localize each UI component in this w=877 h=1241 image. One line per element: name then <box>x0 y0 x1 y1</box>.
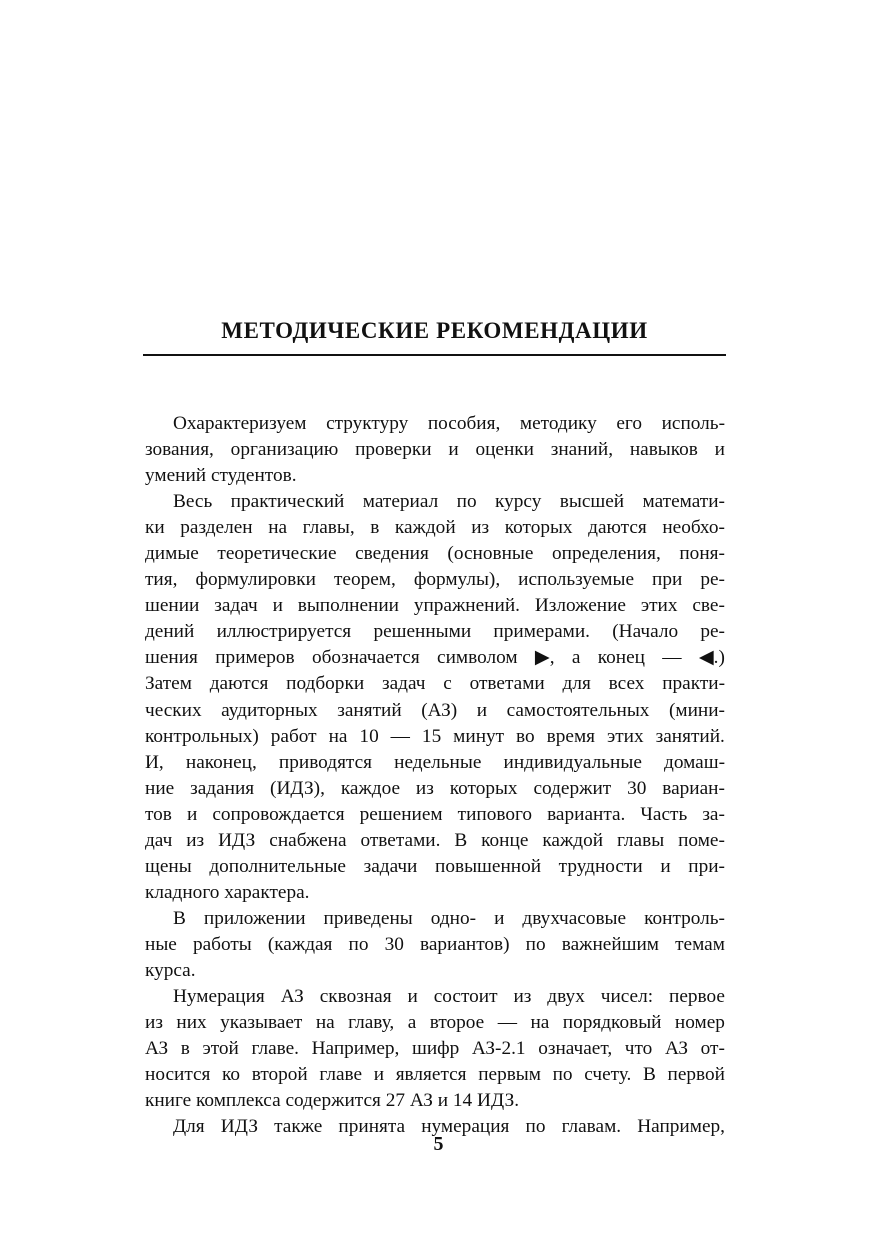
word: подборки <box>286 673 365 695</box>
word: (АЗ) <box>421 699 458 721</box>
word: задачи <box>363 855 418 877</box>
text-line <box>145 619 725 645</box>
word: Например, <box>637 1116 725 1138</box>
word: щены <box>145 855 192 877</box>
text-line <box>145 724 725 750</box>
word: варианта. <box>547 803 626 825</box>
word: из <box>471 517 490 539</box>
word: первым <box>478 1064 541 1086</box>
word: (Начало <box>612 621 679 643</box>
word: (основные <box>447 543 534 565</box>
text-line <box>145 489 725 515</box>
word: работы <box>192 933 252 955</box>
word: и <box>186 803 198 825</box>
word: и <box>437 1090 449 1112</box>
word: второй <box>251 1064 308 1086</box>
word: 27 <box>385 1090 405 1112</box>
word: состоит <box>433 986 498 1008</box>
word: 15 <box>421 725 442 747</box>
word: Изложение <box>534 595 626 617</box>
word: первой <box>667 1064 725 1086</box>
word: на <box>315 1012 335 1034</box>
word: АЗ-2.1 <box>471 1038 526 1060</box>
word: дополнительные <box>209 855 346 877</box>
word: символом <box>437 647 518 669</box>
word: для <box>562 673 591 695</box>
word: теорем, <box>333 569 396 591</box>
word: решением <box>359 803 443 825</box>
word: на <box>530 1012 550 1034</box>
text-line <box>145 671 725 697</box>
word: И, <box>145 751 164 773</box>
word: в <box>370 517 380 539</box>
word: 10 <box>359 725 379 747</box>
word: проверки <box>355 439 432 461</box>
word: первое <box>669 986 725 1008</box>
word: наконец, <box>185 751 257 773</box>
word: студентов. <box>210 465 297 487</box>
word: занятий. <box>655 725 725 747</box>
word: Весь <box>173 491 213 513</box>
word: оценки <box>475 439 534 461</box>
word: сведения <box>355 543 429 565</box>
word: двух <box>547 986 585 1008</box>
word: снабжена <box>269 829 347 851</box>
word: двухчасовые <box>522 907 627 929</box>
word: поме- <box>678 829 725 851</box>
word: домаш- <box>664 751 725 773</box>
word: примеров <box>215 647 295 669</box>
text-line <box>145 984 725 1010</box>
word: главам. <box>561 1116 622 1138</box>
word: организацию <box>230 439 339 461</box>
word: во <box>516 725 535 747</box>
text-line <box>145 437 725 463</box>
word: используемые <box>518 569 635 591</box>
word: Например, <box>311 1038 400 1060</box>
word: по <box>552 1064 573 1086</box>
text-line <box>145 1010 725 1036</box>
word: по <box>456 491 477 513</box>
word: ◀.) <box>698 647 725 669</box>
word: ки <box>145 517 165 539</box>
word: определения, <box>552 543 661 565</box>
text-line <box>145 802 725 828</box>
word: шения <box>145 647 198 669</box>
word: даются <box>588 517 647 539</box>
word: минут <box>453 725 505 747</box>
word: контрольных) <box>145 725 259 747</box>
word: иллюстрируется <box>216 621 352 643</box>
word: шифр <box>411 1038 460 1060</box>
word: В <box>643 1064 656 1086</box>
word: шении <box>145 595 200 617</box>
word: индивидуальные <box>503 751 642 773</box>
word: типового <box>457 803 533 825</box>
word: ние <box>145 777 175 799</box>
word: практический <box>230 491 345 513</box>
word: каждой <box>542 829 604 851</box>
word: важнейшим <box>561 933 660 955</box>
word: главы <box>617 829 665 851</box>
word: материал <box>362 491 439 513</box>
word: носится <box>145 1064 211 1086</box>
word: время <box>546 725 596 747</box>
word: содержится <box>285 1090 381 1112</box>
word: обозначается <box>311 647 420 669</box>
word: умений <box>145 465 207 487</box>
word: означает, <box>538 1038 613 1060</box>
word: второе <box>429 1012 485 1034</box>
word: структуру <box>326 413 409 434</box>
word: трудности <box>558 855 643 877</box>
text-line <box>145 645 725 671</box>
word: ре- <box>700 569 725 591</box>
word: этой <box>202 1038 239 1060</box>
text-line <box>145 932 725 958</box>
word: решенными <box>373 621 472 643</box>
text-line <box>145 958 725 984</box>
word: сопровождается <box>212 803 345 825</box>
word: Часть <box>640 803 688 825</box>
word: В <box>454 829 468 851</box>
word: приведены <box>323 907 413 929</box>
word: нумерация <box>421 1116 510 1138</box>
word: а <box>571 647 581 669</box>
text-line <box>145 1036 725 1062</box>
word: главы, <box>302 517 355 539</box>
word: кладного <box>145 881 220 903</box>
word: из <box>415 777 434 799</box>
word: курса. <box>145 959 196 981</box>
word: В <box>173 907 186 929</box>
word: от- <box>700 1038 725 1060</box>
word: на <box>328 725 348 747</box>
word: что <box>624 1038 653 1060</box>
word: высшей <box>559 491 625 513</box>
word: — <box>662 647 682 669</box>
word: АЗ <box>664 1038 689 1060</box>
word: комплекса <box>196 1090 281 1112</box>
text-line <box>145 515 725 541</box>
word: указывает <box>220 1012 303 1034</box>
word: всех <box>608 673 645 695</box>
word: темам <box>675 933 725 955</box>
word: дений <box>145 621 195 643</box>
word: ответами. <box>360 829 441 851</box>
word: из <box>186 829 205 851</box>
text-line <box>145 541 725 567</box>
word: порядковый <box>562 1012 662 1034</box>
word: занятий <box>337 699 402 721</box>
word: главе. <box>251 1038 299 1060</box>
word: каждой <box>394 517 456 539</box>
word: его <box>616 413 642 434</box>
word: из <box>145 1012 163 1034</box>
word: по <box>525 1116 546 1138</box>
word: книге <box>145 1090 192 1112</box>
word: даются <box>209 673 269 695</box>
word: ▶, <box>534 647 555 669</box>
word: конец <box>597 647 645 669</box>
word: разделен <box>180 517 253 539</box>
word: Затем <box>145 673 192 695</box>
word: при- <box>688 855 725 877</box>
word: главу, <box>348 1012 395 1034</box>
word: ко <box>222 1064 241 1086</box>
word: и <box>494 907 505 929</box>
text-line <box>145 828 725 854</box>
word: которых <box>504 517 573 539</box>
word: самостоятельных <box>506 699 650 721</box>
title-rule <box>143 354 726 356</box>
word: зования, <box>145 439 214 461</box>
word: знаний, <box>550 439 614 461</box>
word: теоретические <box>217 543 337 565</box>
word: поня- <box>679 543 725 565</box>
text-line <box>145 567 725 593</box>
word: и <box>714 439 725 461</box>
text-line <box>145 1088 725 1114</box>
word: в <box>180 1038 190 1060</box>
word: и <box>476 699 488 721</box>
word: 30 <box>627 777 647 799</box>
word: из <box>513 986 532 1008</box>
word: каждое <box>340 777 401 799</box>
word: (мини- <box>668 699 725 721</box>
word: — <box>497 1012 517 1034</box>
word: характера. <box>224 881 310 903</box>
word: и <box>660 855 671 877</box>
word: математи- <box>642 491 725 513</box>
word: ческих <box>145 699 202 721</box>
word: является <box>395 1064 467 1086</box>
word: ИДЗ <box>218 829 256 851</box>
word: работ <box>270 725 317 747</box>
word: аудиторных <box>221 699 318 721</box>
word: Нумерация <box>173 986 265 1008</box>
word: них <box>176 1012 207 1034</box>
word: методику <box>519 413 597 434</box>
word: по <box>348 933 369 955</box>
text-line <box>145 411 725 437</box>
text-line <box>145 776 725 802</box>
word: на <box>268 517 288 539</box>
word: выполнении <box>297 595 399 617</box>
word: приводятся <box>278 751 373 773</box>
text-line <box>145 854 725 880</box>
word: содержит <box>533 777 612 799</box>
word: и <box>407 986 418 1008</box>
word: (ИДЗ), <box>270 777 325 799</box>
word: 30 <box>384 933 404 955</box>
word: вариан- <box>662 777 725 799</box>
word: све- <box>692 595 725 617</box>
word: практи- <box>662 673 725 695</box>
word: задач <box>381 673 426 695</box>
word: чисел: <box>600 986 654 1008</box>
word: задания <box>190 777 255 799</box>
word: которых <box>449 777 518 799</box>
word: навыков <box>629 439 698 461</box>
word: димые <box>145 543 199 565</box>
text-line <box>145 1062 725 1088</box>
word: Для <box>173 1116 205 1138</box>
word: Охарактеризуем <box>173 413 307 434</box>
word: одно- <box>430 907 477 929</box>
word: формулировки <box>195 569 316 591</box>
page-title: МЕТОДИЧЕСКИЕ РЕКОМЕНДАЦИИ <box>221 318 648 343</box>
body-text <box>145 411 725 1140</box>
word: формулы), <box>413 569 501 591</box>
word: главе <box>319 1064 363 1086</box>
text-line <box>145 906 725 932</box>
word: счету. <box>584 1064 632 1086</box>
word: номер <box>674 1012 725 1034</box>
text-line <box>145 698 725 724</box>
word: (каждая <box>267 933 333 955</box>
word: приложении <box>203 907 306 929</box>
word: по <box>525 933 546 955</box>
word: тов <box>145 803 172 825</box>
text-line <box>145 750 725 776</box>
word: упражнений. <box>413 595 520 617</box>
word: этих <box>640 595 678 617</box>
word: а <box>407 1012 417 1034</box>
text-line <box>145 463 725 489</box>
word: и <box>272 595 283 617</box>
word: курсу <box>495 491 542 513</box>
word: сквозная <box>319 986 392 1008</box>
page-number: 5 <box>433 1133 444 1155</box>
word: контроль- <box>644 907 725 929</box>
word: принята <box>338 1116 406 1138</box>
word: и <box>373 1064 385 1086</box>
word: примерами. <box>493 621 590 643</box>
word: ответами <box>469 673 545 695</box>
word: с <box>443 673 452 695</box>
word: пособия, <box>427 413 501 434</box>
word: ре- <box>700 621 725 643</box>
word: за- <box>702 803 725 825</box>
word: и <box>448 439 459 461</box>
text-line <box>145 880 725 906</box>
word: также <box>274 1116 323 1138</box>
word: ИДЗ. <box>477 1090 520 1112</box>
word: вариантов) <box>419 933 510 955</box>
word: исполь- <box>661 413 725 434</box>
word: ные <box>145 933 177 955</box>
word: АЗ <box>280 986 304 1008</box>
word: повышенной <box>435 855 542 877</box>
word: тия, <box>145 569 178 591</box>
word: дач <box>145 829 173 851</box>
word: ИДЗ <box>220 1116 258 1138</box>
word: задач <box>214 595 258 617</box>
text-line <box>145 593 725 619</box>
word: при <box>652 569 683 591</box>
word: необхо- <box>662 517 725 539</box>
word: АЗ <box>145 1038 169 1060</box>
word: конце <box>481 829 529 851</box>
word: 14 <box>452 1090 473 1112</box>
word: этих <box>606 725 644 747</box>
word: АЗ <box>409 1090 433 1112</box>
word: — <box>390 725 410 747</box>
word: недельные <box>394 751 482 773</box>
